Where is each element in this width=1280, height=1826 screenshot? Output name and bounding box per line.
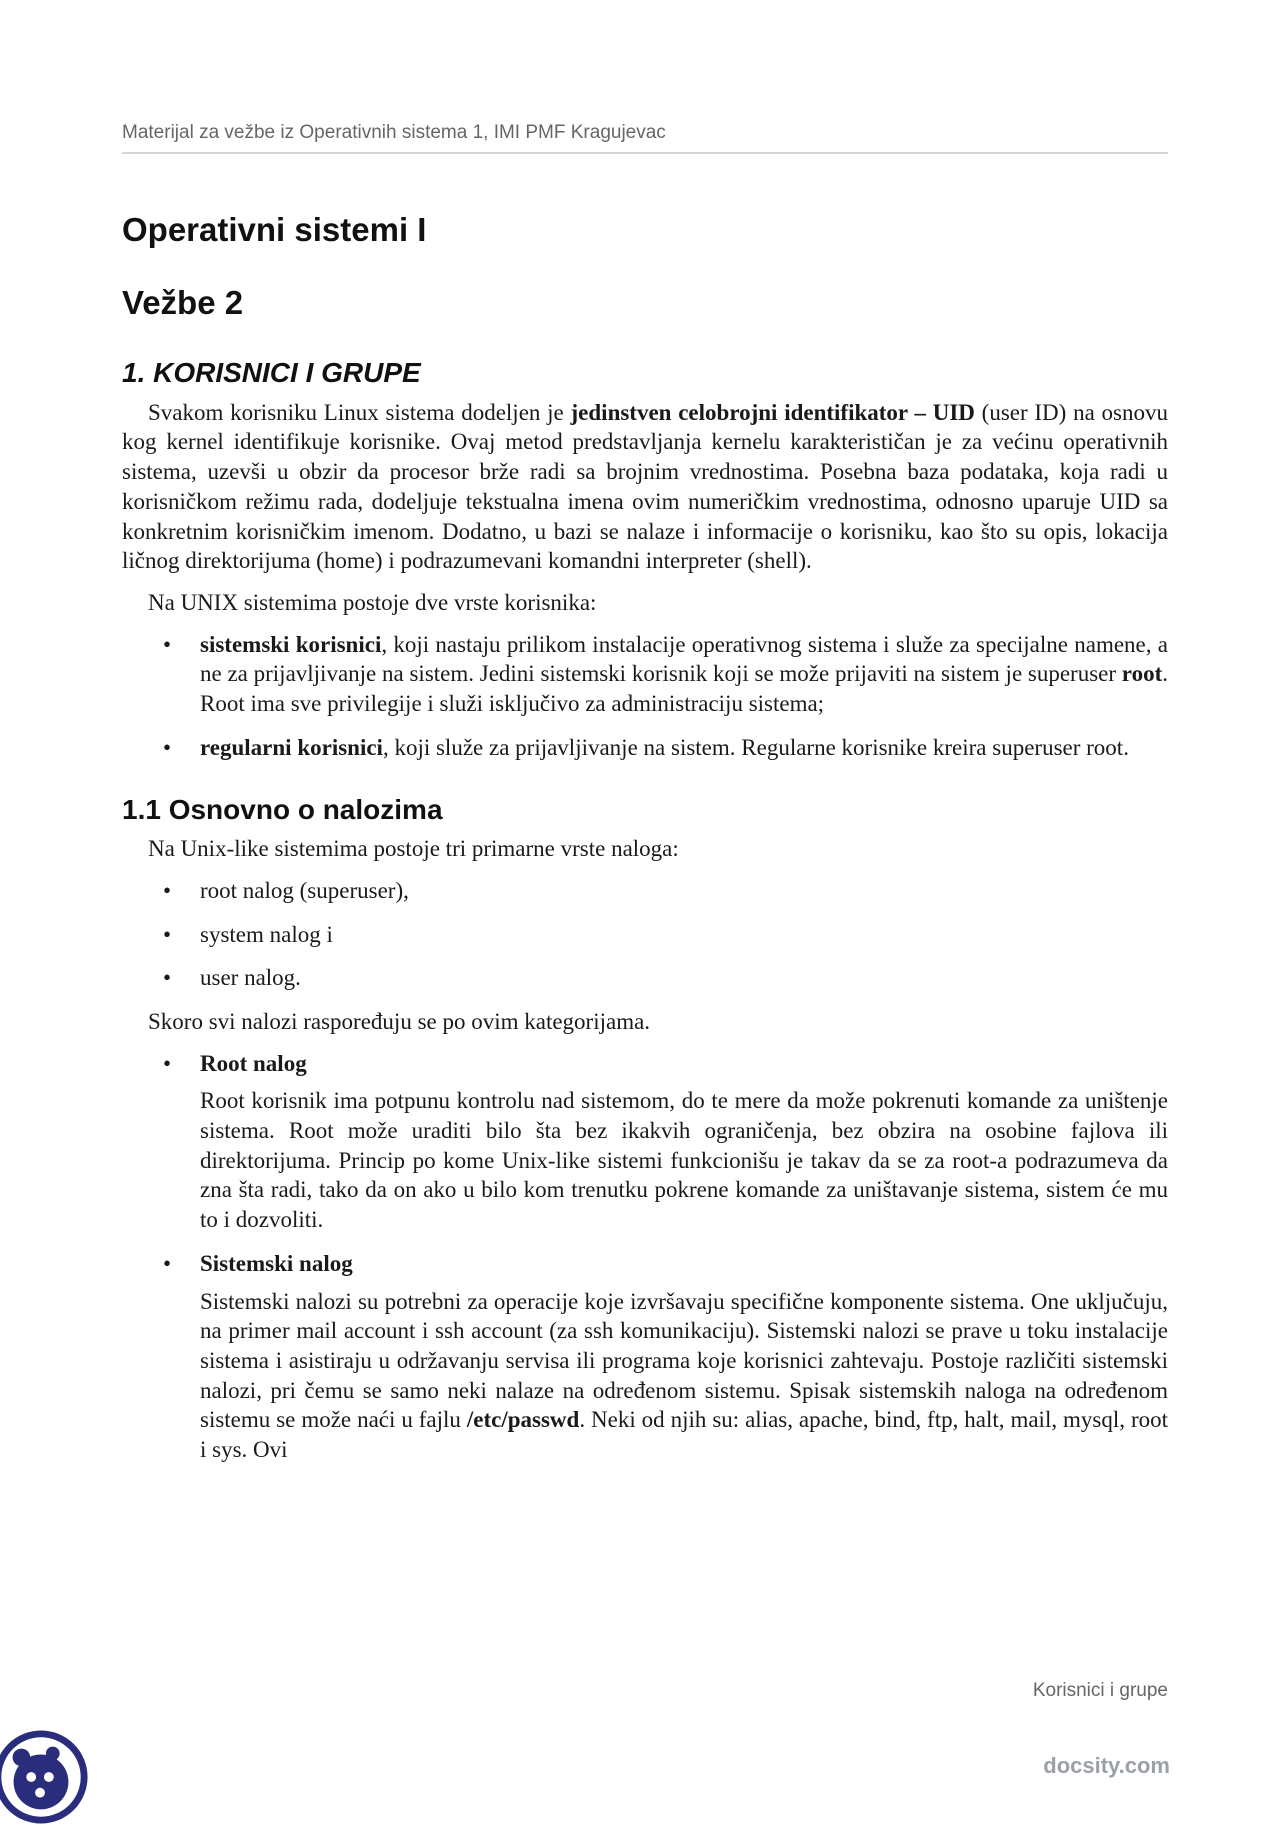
bullet-icon: • <box>163 1250 172 1276</box>
docsity-logo-icon[interactable] <box>0 1728 90 1826</box>
bullet-icon: • <box>163 631 172 657</box>
list-item-sistemski-nalog <box>163 1249 1169 1465</box>
page-footer: Korisnici i grupe <box>1032 1680 1168 1701</box>
document-subtitle: Vežbe 2 <box>122 283 244 321</box>
bold-run: root <box>1121 661 1163 687</box>
text-run: root nalog (superuser), <box>200 877 409 903</box>
section-heading-korisnici: 1. KORISNICI I GRUPE <box>122 357 421 389</box>
text-run: . Neki od njih su: alias, apache, bind, ftp, halt, mail, mysql, root i sys. Ovi <box>200 1407 1169 1463</box>
list-item <box>163 920 1168 950</box>
paragraph-sistemski <box>200 1287 1168 1465</box>
list-item-root-nalog <box>163 1049 1168 1235</box>
paragraph-vrste: Na UNIX sistemima postoje dve vrste korisnika: <box>148 590 597 615</box>
nalog-detail-list <box>122 1049 1168 1465</box>
korisnici-list <box>122 630 1168 763</box>
bold-run: jedinstven celobrojni identifikator – UID <box>570 399 975 425</box>
page-header <box>122 122 1168 154</box>
text-run: , koji služe za prijavljivanje na sistem. Regularne korisnike kreira superuser root. <box>382 734 1129 760</box>
text-run: (user ID) na osnovu kog kernel identifikuje korisnike. Ovaj metod predstavljanja kernelu karakterističan je za većinu operativnih sistema, uzevši u obzir da procesor brže radi sa brojnim vrednostima. Posebna baza podataka, koja radi u korisničkom režimu rada, dodeljuje tekstualna imena ovim numeričkim vrednostima, odnosno uparuje UID sa konkretnim korisničkim imenom. Dodatno, u bazi se nalaze i informacije o korisniku, kao što su opis, lokacija ličnog direktorijuma (home) i podrazumevani komandni interpreter (shell). <box>122 399 1168 574</box>
bullet-icon: • <box>163 877 172 903</box>
paragraph-uid <box>122 398 1168 576</box>
bullet-icon: • <box>163 965 172 991</box>
nalozi-list <box>122 876 1168 993</box>
item-title: Sistemski nalog <box>200 1250 353 1276</box>
document-body <box>122 210 1168 1479</box>
text-run: . Root ima sve privilegije i služi isključivo za administraciju sistema; <box>200 661 1168 717</box>
text-run: Sistemski nalozi su potrebni za operacije koje izvršavaju specifične komponente sistema. One uključuju, na primer mail account i ssh account (za ssh komunikaciju). Sistemski nalozi se prave u toku instalacije sistema i asistiraju u održavanju servisa ili programa koje korisnici zahtevaju. Postoje različiti sistemski nalozi, pri čemu se samo neki nalaze na određenom sistemu. Spisak sistemskih naloga na određenom sistemu se može naći u fajlu <box>200 1288 1168 1433</box>
list-item <box>163 876 1168 906</box>
bold-run: regularni korisnici <box>200 734 383 760</box>
bullet-icon: • <box>163 1050 172 1076</box>
text-run: Svakom korisniku Linux sistema dodeljen je <box>148 399 571 425</box>
list-item-regularni <box>163 733 1168 763</box>
bold-run: /etc/passwd <box>466 1407 580 1433</box>
paragraph-kategorije: Skoro svi nalozi raspoređuju se po ovim kategorijama. <box>148 1008 651 1034</box>
bullet-icon: • <box>163 734 172 760</box>
item-title: Root nalog <box>200 1050 307 1076</box>
section-heading-nalozi: 1.1 Osnovno o nalozima <box>122 793 443 825</box>
document-title: Operativni sistemi I <box>122 211 427 248</box>
docsity-watermark[interactable]: docsity.com <box>1043 1753 1170 1778</box>
list-item <box>163 963 1168 993</box>
list-item-sistemski <box>163 630 1168 719</box>
text-run: , koji nastaju prilikom instalacije operativnog sistema i služe za specijalne namene, a ne za prijavljivanje na sistem. Jedini sistemski korisnik koji se može prijaviti na sistem je superuser <box>200 631 1168 687</box>
paragraph-nalozi-intro: Na Unix-like sistemima postoje tri primarne vrste naloga: <box>148 836 679 862</box>
header-text: Materijal za vežbe iz Operativnih sistema 1, IMI PMF Kragujevac <box>122 122 666 143</box>
text-run: system nalog i <box>200 921 333 947</box>
bullet-icon: • <box>163 921 172 947</box>
paragraph-root: Root korisnik ima potpunu kontrolu nad sistemom, do te mere da može pokrenuti komande za uništenje sistema. Root može uraditi bilo šta bez ikakvih ograničenja, bez obzira na osobine fajlova ili direktorijuma. Princip po kome Unix-like sistemi funkcionišu je takav da se za root-a podrazumeva da zna šta radi, tako da on ako u bilo kom trenutku pokrene komande za uništavanje sistema, sistem će mu to i dozvoliti. <box>200 1088 1168 1233</box>
bold-run: sistemski korisnici <box>200 631 382 657</box>
text-run: user nalog. <box>200 965 301 991</box>
